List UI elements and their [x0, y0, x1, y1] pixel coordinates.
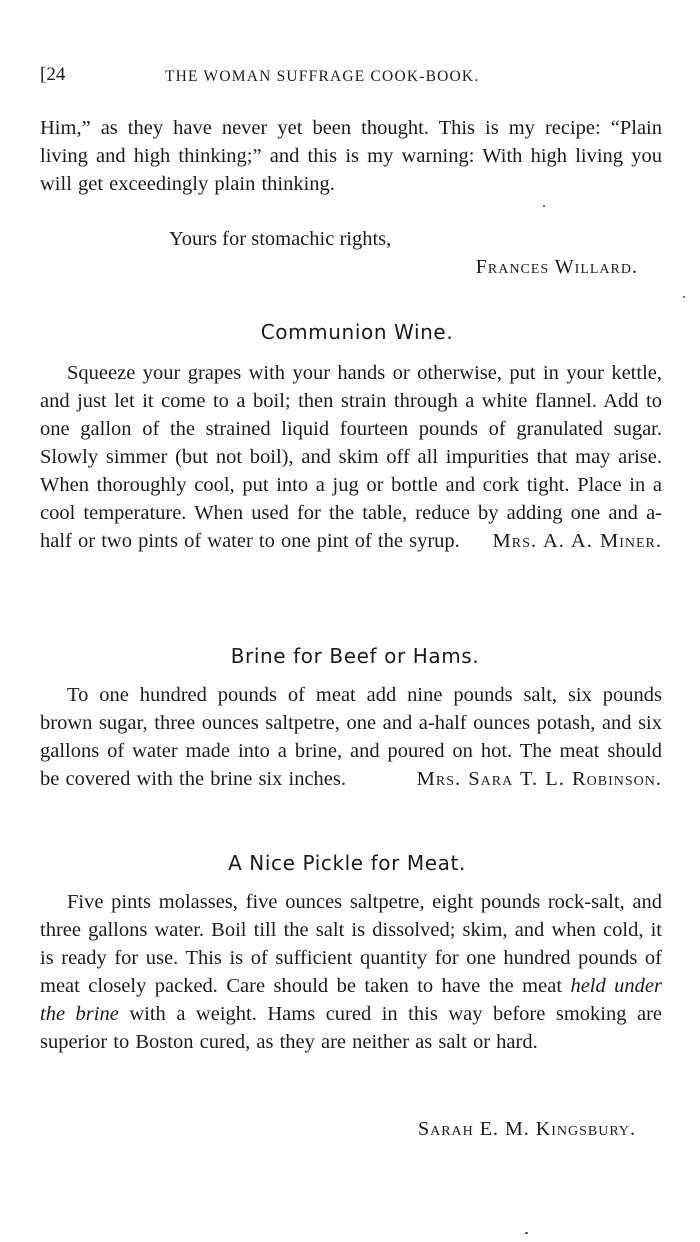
- paper-speck: [525, 1232, 528, 1234]
- recipe-text-pickle-part2: with a weight. Hams cured in this way before smoking are superior to Boston cured, as they are neither as salt or hard.: [40, 1003, 662, 1053]
- recipe-text-brine: To one hundred pounds of meat add nine pounds salt, six pounds brown sugar, three ounces saltpetre, one and a-half ounces potash, and six gallons of water made into a brine, and poured on hot. The meat should be covered with the brine six inches.: [40, 684, 662, 790]
- intro-paragraph: Him,” as they have never yet been thought. This is my recipe: “Plain living and high thinking;” and this is my warning: With high living you will get exceedingly plain thinking.: [40, 117, 662, 195]
- recipe-title-communion-wine: Communion Wine.: [260, 320, 454, 344]
- recipe-text-pickle-part1: Five pints molasses, five ounces saltpetre, eight pounds rock-salt, and three gallons water. Boil till the salt is dissolved; skim, and when cold, it is ready for use. This is of sufficient quantity for one hundred pounds of meat closely packed. Care should be taken to have the meat: [40, 891, 662, 997]
- paper-speck: [543, 205, 545, 207]
- signature-willard: Frances Willard.: [475, 256, 638, 278]
- paper-speck: [683, 296, 685, 298]
- page-number: [24: [40, 64, 66, 85]
- running-header: [40, 64, 662, 90]
- recipe-title-brine: Brine for Beef or Hams.: [230, 644, 480, 668]
- signature-kingsbury: Sarah E. M. Kingsbury.: [417, 1118, 636, 1140]
- signature-miner: Mrs. A. A. Miner.: [492, 530, 662, 552]
- signature-robinson: Mrs. Sara T. L. Robinson.: [416, 768, 662, 790]
- recipe-title-pickle: A Nice Pickle for Meat.: [228, 851, 466, 875]
- recipe-text-communion-wine: Squeeze your grapes with your hands or otherwise, put in your kettle, and just let it come to a boil; then strain through a white flannel. Add to one gallon of the strained liquid fourteen pounds of granulated sugar. Slowly simmer (but not boil), and skim off all impurities that may arise. When thoroughly cool, put into a jug or bottle and cork tight. Place in a cool temperature. When used for the table, reduce by adding one and a-half or two pints of water to one pint of the syrup.: [40, 362, 662, 552]
- recipe-body-pickle: [40, 888, 662, 1056]
- recipe-body-brine: [40, 681, 662, 793]
- running-title: THE WOMAN SUFFRAGE COOK-BOOK.: [165, 68, 480, 85]
- recipe-text-pickle-italic: held under the brine: [40, 975, 663, 1025]
- letter-closing: Yours for stomachic rights,: [169, 228, 392, 250]
- recipe-body-communion-wine: [40, 359, 662, 555]
